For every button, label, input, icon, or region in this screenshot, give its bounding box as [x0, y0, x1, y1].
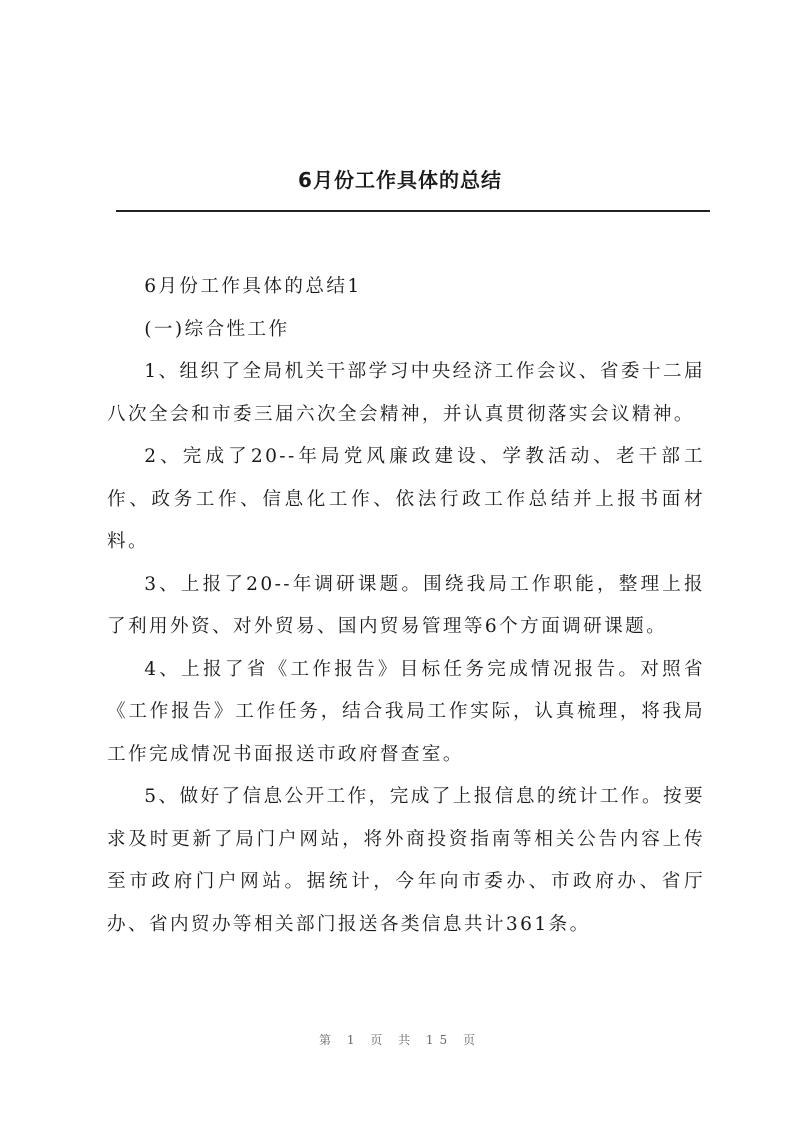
- section-heading: 6月份工作具体的总结1: [144, 276, 362, 297]
- paragraph-item-5: 5、做好了信息公开工作，完成了上报信息的统计工作。按要求及时更新了局门户网站，将外商投资指南等相关公告内容上传至市政府门户网站。据统计，今年向市委办、市政府办、省厅办、省内贸办等相关部门报送各类信息共计361条。: [107, 786, 705, 935]
- paragraph-item-1: 1、组织了全局机关干部学习中央经济工作会议、省委十二届八次全会和市委三届六次全会精神，并认真贯彻落实会议精神。: [107, 361, 705, 425]
- paragraph-item-2: 2、完成了20--年局党风廉政建设、学教活动、老干部工作、政务工作、信息化工作、依法行政工作总结并上报书面材料。: [107, 446, 705, 552]
- title-divider: [116, 210, 710, 212]
- page-title: 6月份工作具体的总结: [298, 168, 502, 192]
- page-number-footer: 第 1 页 共 15 页: [319, 1033, 481, 1047]
- subsection-heading: (一)综合性工作: [144, 318, 290, 340]
- paragraph-item-4: 4、上报了省《工作报告》目标任务完成情况报告。对照省《工作报告》工作任务，结合我局工作实际，认真梳理，将我局工作完成情况书面报送市政府督查室。: [107, 658, 705, 765]
- paragraph-item-3: 3、上报了20--年调研课题。围绕我局工作职能，整理上报了利用外资、对外贸易、国内贸易管理等6个方面调研课题。: [107, 573, 705, 637]
- document-body: [107, 266, 705, 946]
